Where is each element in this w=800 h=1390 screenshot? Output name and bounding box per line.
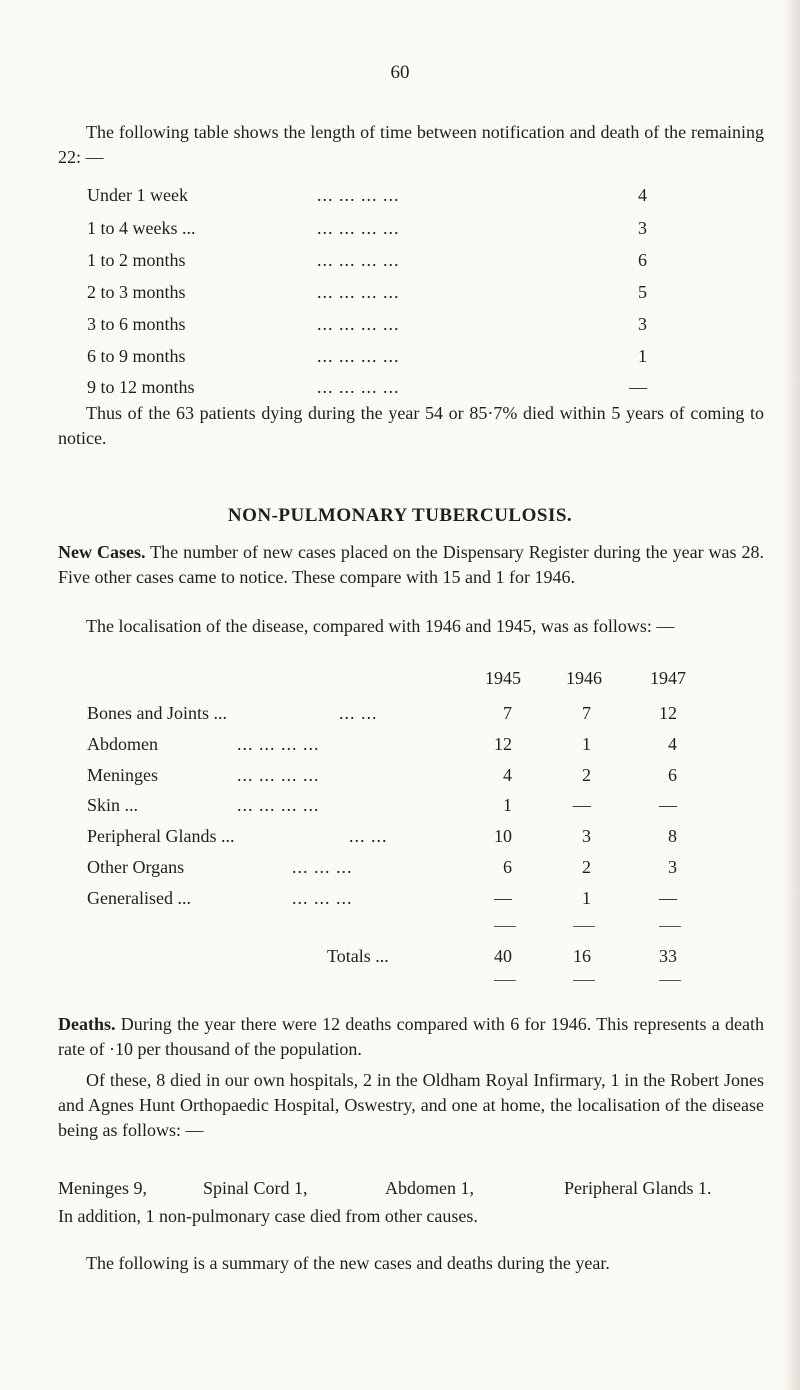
death-site: Meninges 9,	[58, 1178, 147, 1198]
table-row	[87, 854, 707, 880]
leader-dots: ... ... ...	[292, 888, 353, 908]
total-1947: 33	[659, 946, 677, 966]
leader-dots: ... ... ...	[292, 857, 353, 877]
total-rule	[573, 980, 595, 981]
death-site: Peripheral Glands 1.	[564, 1178, 712, 1198]
total-rule	[659, 926, 681, 927]
total-1945: 40	[494, 946, 512, 966]
value-1946: 1	[582, 734, 591, 754]
leader-dots: ... ... ... ...	[317, 250, 400, 270]
closing-paragraph: The following is a summary of the new cases and deaths during the year.	[86, 1253, 610, 1273]
site-label: Skin ...	[87, 795, 139, 815]
duration-label: 9 to 12 months	[87, 377, 195, 397]
leader-dots: ... ... ... ...	[317, 185, 400, 205]
new-cases-lead: New Cases.	[58, 542, 146, 562]
duration-label: 3 to 6 months	[87, 314, 186, 334]
duration-value: 3	[638, 218, 647, 238]
leader-dots: ... ... ... ...	[317, 377, 400, 397]
value-1945: 10	[494, 826, 512, 846]
other-causes-paragraph: In addition, 1 non-pulmonary case died from other causes.	[58, 1206, 478, 1226]
value-1945: —	[494, 888, 512, 908]
hospitals-paragraph: Of these, 8 died in our own hospitals, 2 in the Oldham Royal Infirmary, 1 in the Robert Jones and Agnes Hunt Orthopaedic Hospital, Oswestry, and one at home, the localisation of the disease being as follows: —	[58, 1070, 764, 1140]
duration-value: —	[629, 377, 647, 397]
duration-value: 6	[638, 250, 647, 270]
total-rule	[494, 926, 516, 927]
value-1946: 2	[582, 857, 591, 877]
table-row	[87, 731, 707, 757]
leader-dots: ... ... ... ...	[237, 795, 320, 815]
total-rule	[659, 980, 681, 981]
duration-label: 1 to 2 months	[87, 250, 186, 270]
duration-label: 2 to 3 months	[87, 282, 186, 302]
duration-row	[87, 279, 655, 305]
total-rule	[494, 980, 516, 981]
value-1947: 3	[668, 857, 677, 877]
leader-dots: ... ... ... ...	[317, 282, 400, 302]
page-number: 60	[390, 62, 410, 83]
table-row	[87, 792, 707, 818]
death-sites-line	[58, 1175, 764, 1201]
value-1947: —	[659, 888, 677, 908]
duration-row	[87, 311, 655, 337]
column-header-1947: 1947	[650, 668, 686, 688]
duration-value: 3	[638, 314, 647, 334]
duration-row	[87, 215, 655, 241]
value-1945: 12	[494, 734, 512, 754]
totals-label: Totals ...	[327, 946, 389, 966]
localisation-intro: The localisation of the disease, compared with 1946 and 1945, was as follows: —	[86, 616, 675, 636]
page-edge-shadow	[782, 0, 800, 1390]
value-1947: 8	[668, 826, 677, 846]
column-header-1946: 1946	[566, 668, 602, 688]
deaths-paragraph: Deaths. During the year there were 12 deaths compared with 6 for 1946. This represents a death rate of ·10 per thousand of the population.	[58, 1014, 764, 1059]
site-label: Generalised ...	[87, 888, 191, 908]
value-1947: —	[659, 795, 677, 815]
leader-dots: ... ... ... ...	[317, 314, 400, 334]
duration-label: Under 1 week	[87, 185, 188, 205]
duration-value: 4	[638, 185, 647, 205]
value-1945: 4	[503, 765, 512, 785]
site-label: Peripheral Glands ...	[87, 826, 235, 846]
table-row	[87, 885, 707, 911]
table-row	[87, 823, 707, 849]
table-row	[87, 762, 707, 788]
total-1946: 16	[573, 946, 591, 966]
value-1947: 4	[668, 734, 677, 754]
totals-row	[87, 943, 707, 969]
value-1945: 6	[503, 857, 512, 877]
table-row	[87, 700, 707, 726]
deaths-lead: Deaths.	[58, 1014, 116, 1034]
value-1946: 2	[582, 765, 591, 785]
intro-paragraph: The following table shows the length of time between notification and death of the remaining 22: —	[58, 122, 764, 167]
value-1947: 12	[659, 703, 677, 723]
site-label: Abdomen	[87, 734, 158, 754]
duration-label: 6 to 9 months	[87, 346, 186, 366]
value-1945: 1	[503, 795, 512, 815]
site-label: Other Organs	[87, 857, 185, 877]
site-label: Meninges	[87, 765, 158, 785]
duration-value: 5	[638, 282, 647, 302]
leader-dots: ... ...	[339, 703, 378, 723]
section-heading: NON-PULMONARY TUBERCULOSIS.	[227, 505, 573, 526]
duration-value: 1	[638, 346, 647, 366]
value-1946: —	[573, 795, 591, 815]
value-1947: 6	[668, 765, 677, 785]
total-rule	[573, 926, 595, 927]
death-site: Spinal Cord 1,	[203, 1178, 308, 1198]
duration-row	[87, 182, 655, 208]
value-1946: 1	[582, 888, 591, 908]
column-header-1945: 1945	[485, 668, 521, 688]
death-site: Abdomen 1,	[385, 1178, 474, 1198]
duration-row	[87, 343, 655, 369]
leader-dots: ... ...	[349, 826, 388, 846]
summary-paragraph: Thus of the 63 patients dying during the year 54 or 85·7% died within 5 years of coming to notice.	[58, 403, 764, 448]
leader-dots: ... ... ... ...	[317, 346, 400, 366]
site-label: Bones and Joints ...	[87, 703, 228, 723]
value-1945: 7	[503, 703, 512, 723]
duration-row	[87, 247, 655, 273]
leader-dots: ... ... ... ...	[237, 734, 320, 754]
value-1946: 3	[582, 826, 591, 846]
duration-label: 1 to 4 weeks ...	[87, 218, 196, 238]
leader-dots: ... ... ... ...	[317, 218, 400, 238]
leader-dots: ... ... ... ...	[237, 765, 320, 785]
value-1946: 7	[582, 703, 591, 723]
new-cases-paragraph: New Cases. The number of new cases placed on the Dispensary Register during the year was 28. Five other cases came to notice. These compare with 15 and 1 for 1946.	[58, 542, 764, 587]
duration-row	[87, 374, 655, 400]
